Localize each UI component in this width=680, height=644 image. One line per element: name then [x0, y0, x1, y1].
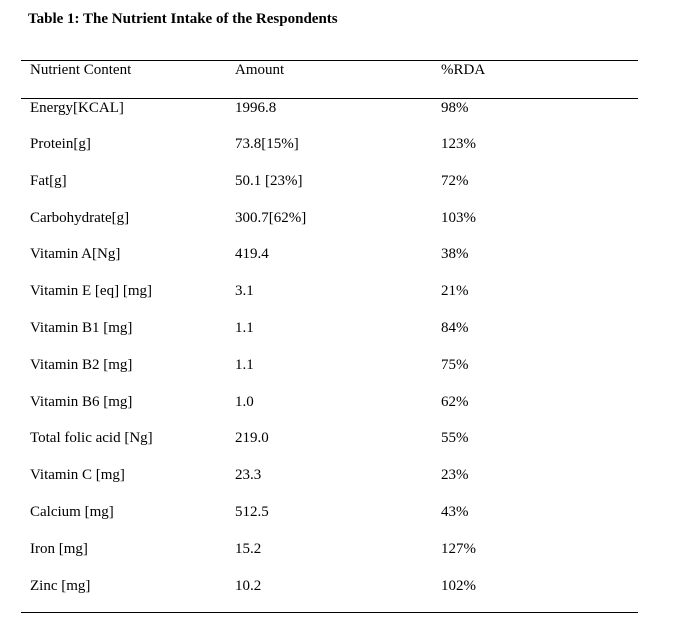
amount-cell: 23.3	[235, 467, 262, 483]
table-row	[0, 427, 680, 449]
header-amount: Amount	[235, 62, 285, 78]
rda-cell: 75%	[441, 357, 469, 373]
rda-cell: 21%	[441, 283, 469, 299]
table-caption: Table 1: The Nutrient Intake of the Respondents	[28, 11, 338, 27]
nutrient-cell: Energy[KCAL]	[30, 100, 124, 116]
table-row	[0, 243, 680, 265]
table-row	[0, 97, 680, 119]
amount-cell: 419.4	[235, 246, 269, 262]
nutrient-cell: Vitamin B2 [mg]	[30, 357, 133, 373]
header-nutrient-content: Nutrient Content	[30, 62, 132, 78]
nutrient-cell: Vitamin B1 [mg]	[30, 320, 133, 336]
table-row	[0, 538, 680, 560]
table-row	[0, 464, 680, 486]
amount-cell: 10.2	[235, 578, 262, 594]
table-row	[0, 575, 680, 597]
amount-cell: 512.5	[235, 504, 269, 520]
header-percent-rda: %RDA	[441, 62, 486, 78]
rda-cell: 23%	[441, 467, 469, 483]
amount-cell: 1.1	[235, 320, 254, 336]
table-row	[0, 207, 680, 229]
table-row	[0, 317, 680, 339]
nutrient-cell: Protein[g]	[30, 136, 91, 152]
amount-cell: 300.7[62%]	[235, 210, 307, 226]
amount-cell: 3.1	[235, 283, 254, 299]
amount-cell: 1.1	[235, 357, 254, 373]
nutrient-cell: Vitamin B6 [mg]	[30, 394, 133, 410]
rda-cell: 102%	[441, 578, 476, 594]
rda-cell: 38%	[441, 246, 469, 262]
amount-cell: 73.8[15%]	[235, 136, 299, 152]
table-row	[0, 133, 680, 155]
table-row	[0, 280, 680, 302]
amount-cell: 50.1 [23%]	[235, 173, 303, 189]
rda-cell: 98%	[441, 100, 469, 116]
amount-cell: 1.0	[235, 394, 254, 410]
rda-cell: 72%	[441, 173, 469, 189]
amount-cell: 219.0	[235, 430, 269, 446]
table-row	[0, 170, 680, 192]
nutrient-cell: Fat[g]	[30, 173, 67, 189]
nutrient-cell: Iron [mg]	[30, 541, 88, 557]
rda-cell: 127%	[441, 541, 476, 557]
rda-cell: 84%	[441, 320, 469, 336]
table-row	[0, 354, 680, 376]
rda-cell: 43%	[441, 504, 469, 520]
nutrient-cell: Total folic acid [Ng]	[30, 430, 153, 446]
rda-cell: 123%	[441, 136, 476, 152]
table-header-row	[0, 59, 680, 81]
nutrient-cell: Calcium [mg]	[30, 504, 114, 520]
rda-cell: 55%	[441, 430, 469, 446]
table-row	[0, 391, 680, 413]
rda-cell: 103%	[441, 210, 476, 226]
table-row	[0, 501, 680, 523]
nutrient-cell: Carbohydrate[g]	[30, 210, 130, 226]
amount-cell: 15.2	[235, 541, 262, 557]
rda-cell: 62%	[441, 394, 469, 410]
nutrient-cell: Vitamin C [mg]	[30, 467, 125, 483]
nutrient-cell: Zinc [mg]	[30, 578, 91, 594]
nutrient-cell: Vitamin A[Ng]	[30, 246, 121, 262]
amount-cell: 1996.8	[235, 100, 277, 116]
nutrient-cell: Vitamin E [eq] [mg]	[30, 283, 152, 299]
